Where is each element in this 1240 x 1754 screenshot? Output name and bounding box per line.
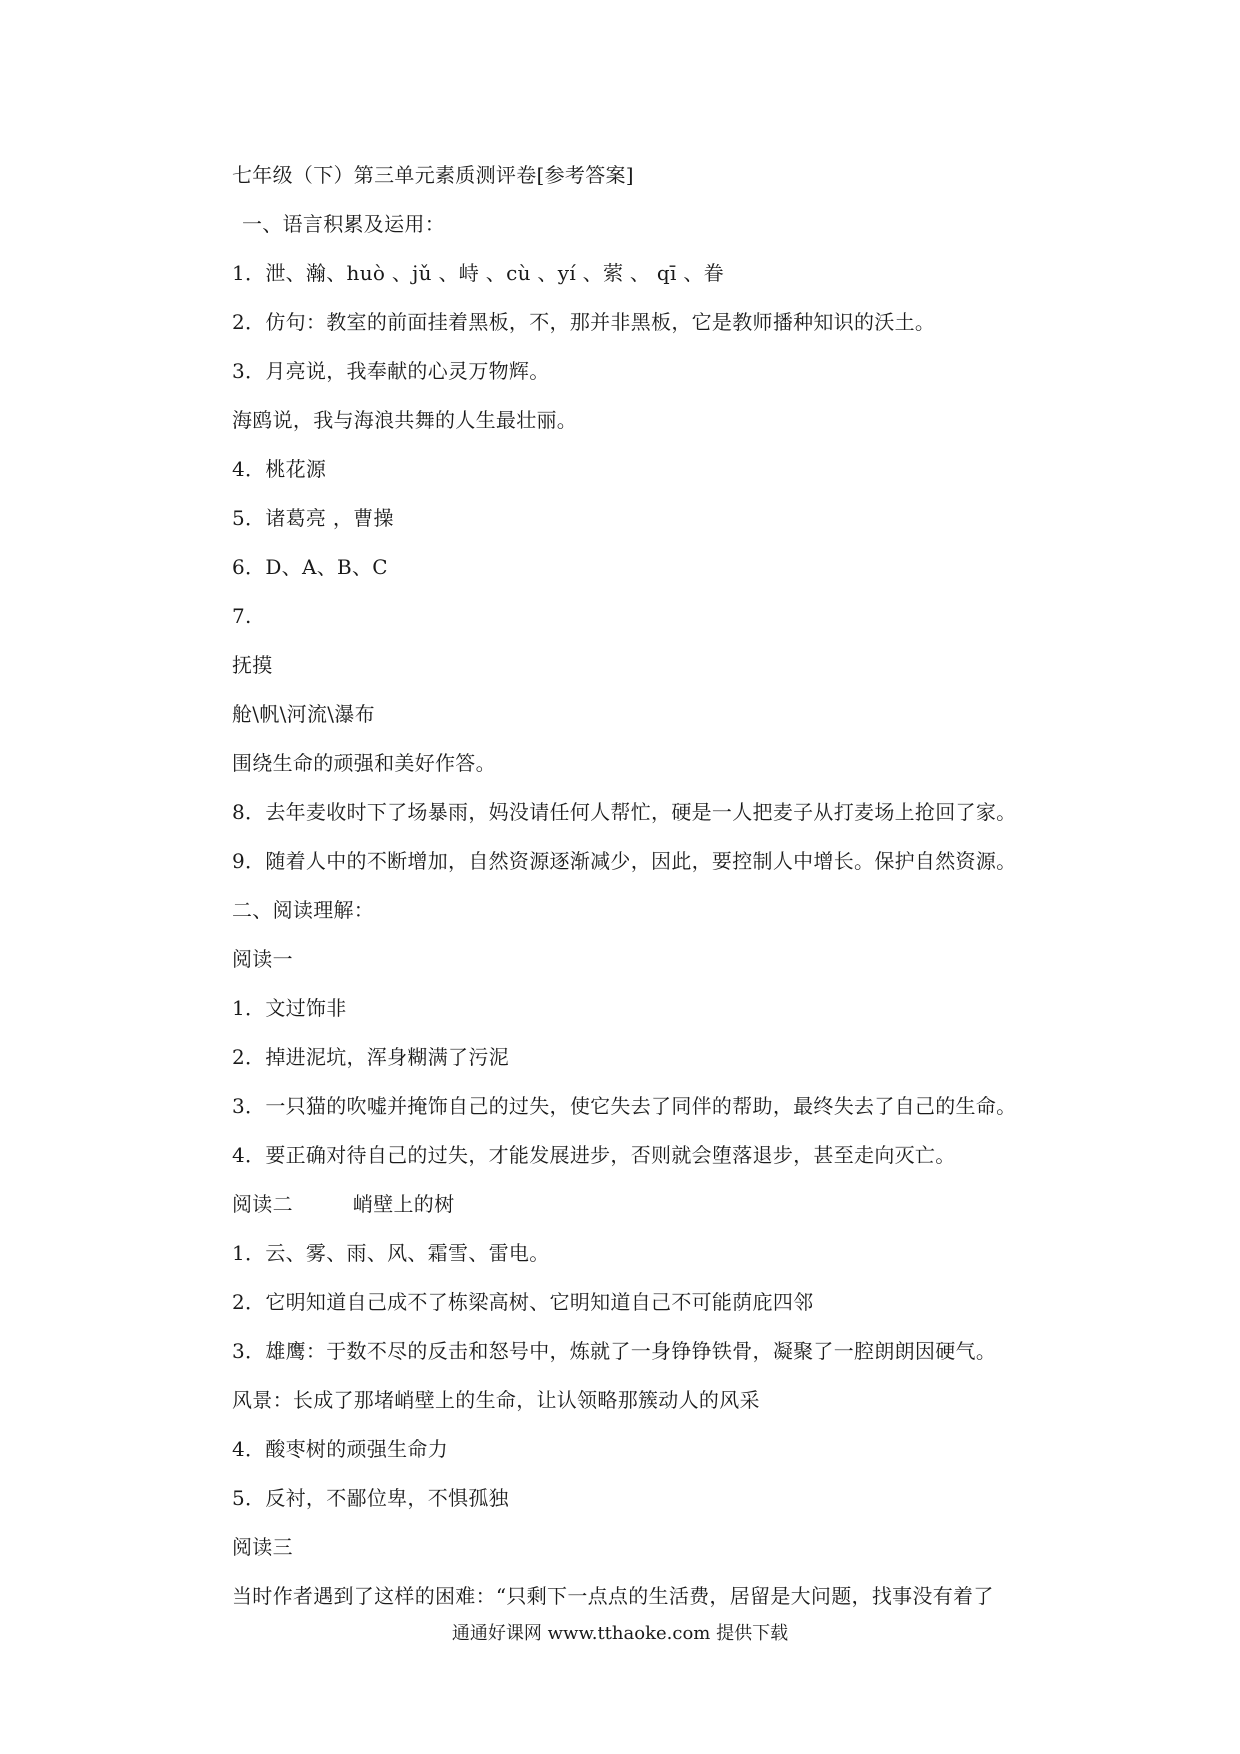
reading-title: 峭壁上的树 xyxy=(352,1192,455,1216)
answer-line: 1．云、雾、雨、风、霜雪、雷电。 xyxy=(232,1241,550,1265)
answer-line: 1．泄、瀚、huò 、jǔ 、峙 、cù 、yí 、萦 、 qī 、眷 xyxy=(232,261,724,285)
reading-label: 阅读一 xyxy=(232,947,293,971)
answer-line: 4．桃花源 xyxy=(232,457,327,481)
answer-line: 5．诸葛亮 ，曹操 xyxy=(232,506,394,530)
answer-line: 8．去年麦收时下了场暴雨，妈没请任何人帮忙，硬是一人把麦子从打麦场上抢回了家。 xyxy=(232,800,1017,824)
answer-line: 当时作者遇到了这样的困难：“只剩下一点点的生活费，居留是大问题，找事没有着了 xyxy=(232,1584,994,1608)
answer-line: 抚摸 xyxy=(232,653,273,677)
section-heading-2: 二、阅读理解： xyxy=(232,898,375,922)
reading-label: 阅读三 xyxy=(232,1535,293,1559)
section-heading-1: 一、语言积累及运用： xyxy=(242,212,445,236)
reading-label: 阅读二 xyxy=(232,1192,293,1216)
reading-two-heading xyxy=(232,1191,454,1217)
answer-line: 2．它明知道自己成不了栋梁高树、它明知道自己不可能荫庇四邻 xyxy=(232,1290,814,1314)
answer-line: 4．要正确对待自己的过失，才能发展进步，否则就会堕落退步，甚至走向灭亡。 xyxy=(232,1143,956,1167)
document-title: 七年级（下）第三单元素质测评卷[参考答案] xyxy=(232,163,634,187)
answer-line: 2．掉进泥坑，浑身糊满了污泥 xyxy=(232,1045,509,1069)
answer-line: 4．酸枣树的顽强生命力 xyxy=(232,1437,449,1461)
answer-line: 海鸥说，我与海浪共舞的人生最壮丽。 xyxy=(232,408,578,432)
answer-line: 1．文过饰非 xyxy=(232,996,347,1020)
answer-line: 5．反衬，不鄙位卑，不惧孤独 xyxy=(232,1486,509,1510)
answer-line: 6．D、A、B、C xyxy=(232,555,388,579)
page-footer: 通通好课网 www.tthaoke.com 提供下载 xyxy=(451,1623,789,1644)
answer-line: 风景：长成了那堵峭壁上的生命，让认领略那簇动人的风采 xyxy=(232,1388,760,1412)
answer-line: 3．一只猫的吹嘘并掩饰自己的过失，使它失去了同伴的帮助，最终失去了自己的生命。 xyxy=(232,1094,1017,1118)
answer-line: 7. xyxy=(232,604,252,628)
answer-line: 2．仿句：教室的前面挂着黑板，不，那并非黑板，它是教师播种知识的沃土。 xyxy=(232,310,936,334)
answer-line: 3．雄鹰：于数不尽的反击和怒号中，炼就了一身铮铮铁骨，凝聚了一腔朗朗因硬气。 xyxy=(232,1339,997,1363)
answer-line: 围绕生命的顽强和美好作答。 xyxy=(232,751,496,775)
answer-line: 舱\帆\河流\瀑布 xyxy=(232,702,375,726)
answer-line: 3．月亮说，我奉献的心灵万物辉。 xyxy=(232,359,550,383)
answer-line: 9．随着人中的不断增加，自然资源逐渐减少，因此，要控制人中增长。保护自然资源。 xyxy=(232,849,1017,873)
